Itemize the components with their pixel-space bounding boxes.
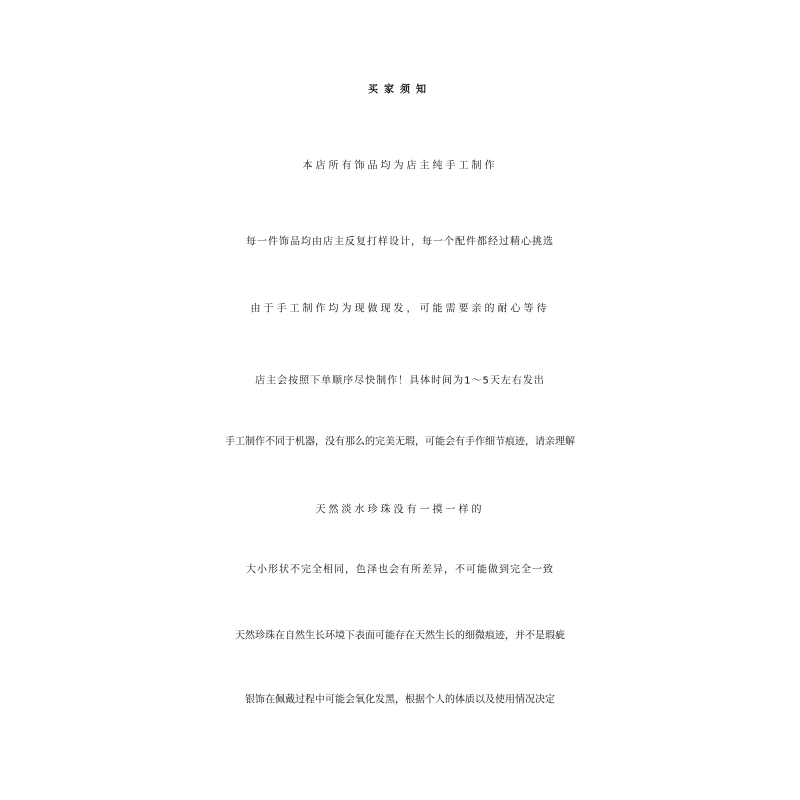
notice-line-silver-oxidation: 银饰在佩戴过程中可能会氧化发黑，根据个人的体质以及使用情况决定 <box>245 694 555 706</box>
notice-line-shipping-time: 店主会按照下单顺序尽快制作！具体时间为1～5天左右发出 <box>255 375 545 387</box>
page-title: 买家须知 <box>368 84 432 96</box>
notice-line-handmade: 本店所有饰品均为店主纯手工制作 <box>302 160 498 172</box>
notice-line-pearl-marks: 天然珍珠在自然生长环境下表面可能存在天然生长的细微痕迹，并不是瑕疵 <box>235 630 565 642</box>
notice-line-pearl-unique: 天然淡水珍珠没有一摸一样的 <box>315 504 485 516</box>
notice-line-pearl-variation: 大小形状不完全相同，色泽也会有所差异，不可能做到完全一致 <box>246 564 554 576</box>
notice-line-waiting: 由于手工制作均为现做现发，可能需要亲的耐心等待 <box>250 303 550 315</box>
notice-line-design: 每一件饰品均由店主反复打样设计，每一个配件都经过精心挑选 <box>246 236 554 248</box>
notice-line-handmade-flaws: 手工制作不同于机器，没有那么的完美无瑕，可能会有手作细节痕迹，请亲理解 <box>225 436 575 448</box>
